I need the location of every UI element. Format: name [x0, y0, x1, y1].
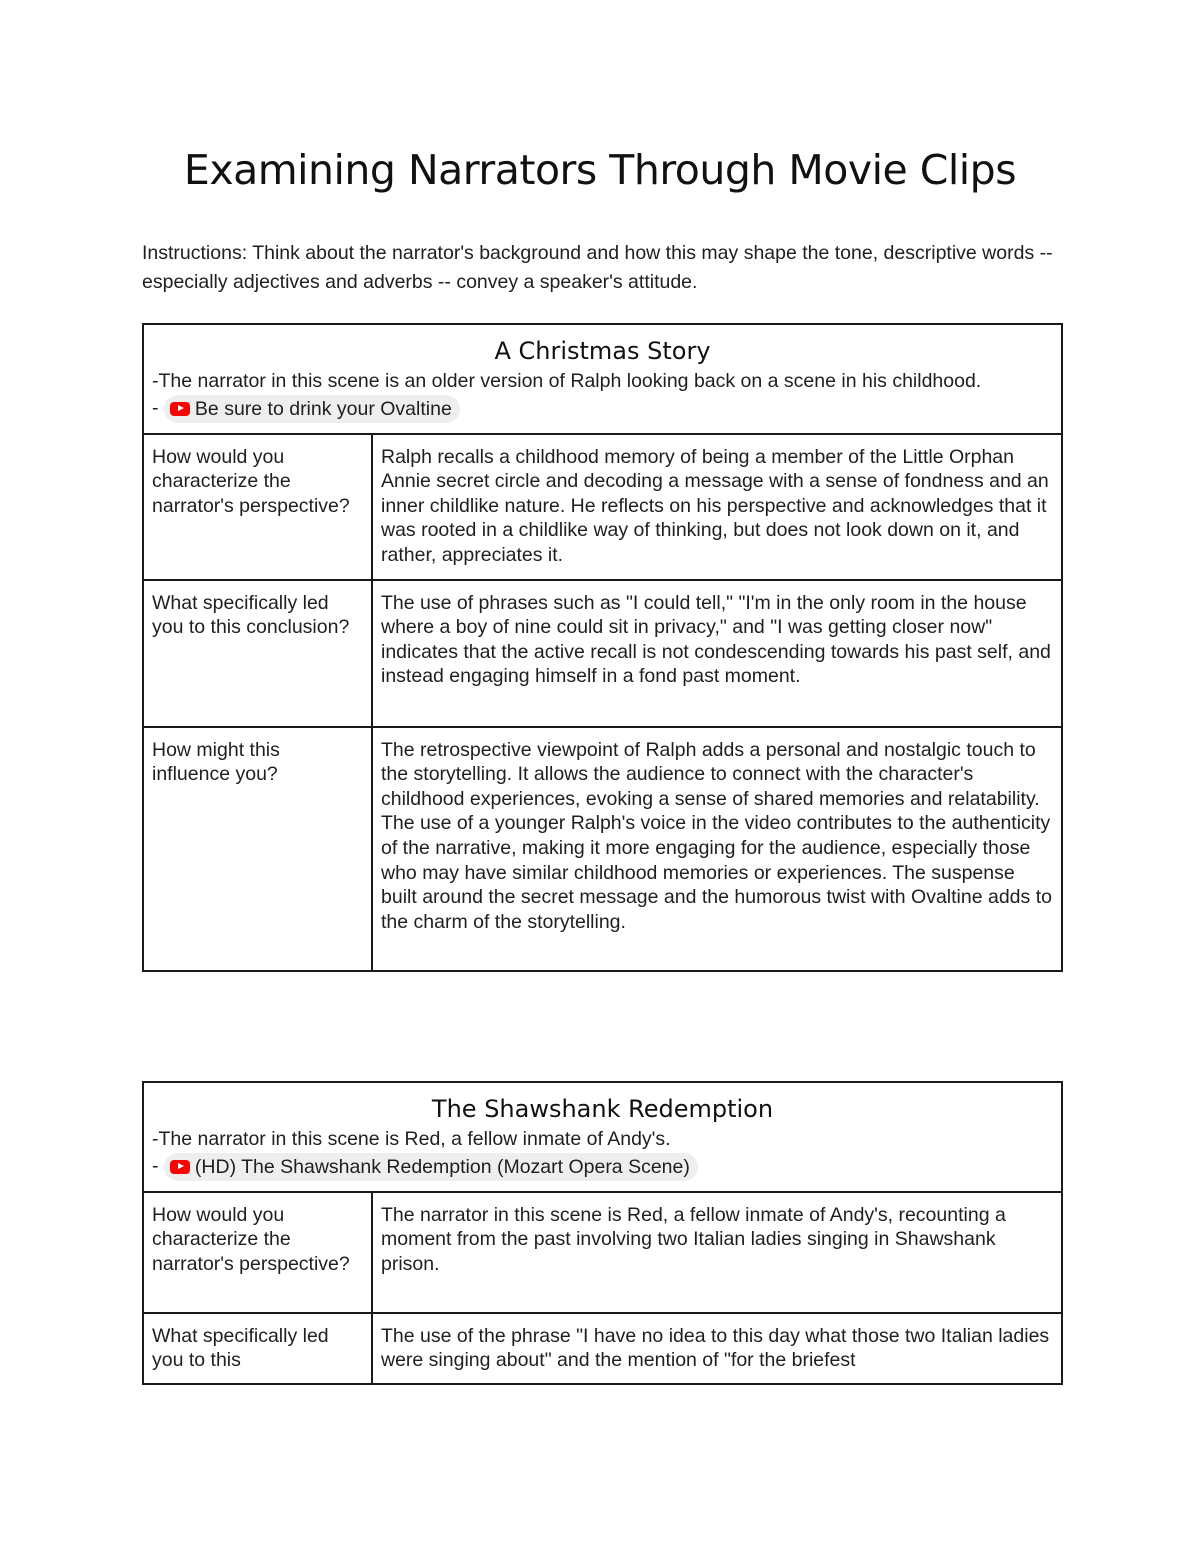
table-row — [143, 1192, 1062, 1313]
clip-link-line — [152, 1153, 1053, 1181]
table-row — [143, 434, 1062, 580]
instructions-text: Instructions: Think about the narrator's background and how this may shape the tone, descriptive words -- especially adjectives and adverbs -- convey a speaker's attitude. — [142, 242, 1053, 293]
youtube-icon — [170, 1160, 190, 1174]
youtube-link-label: (HD) The Shawshank Redemption (Mozart Opera Scene) — [194, 1155, 690, 1178]
clip-prefix: - — [152, 396, 164, 419]
question-cell: How would you characterize the narrator's perspective? — [143, 1192, 372, 1313]
clip-prefix: - — [152, 1154, 164, 1177]
question-cell: What specifically led you to this conclusion? — [143, 580, 372, 727]
youtube-link-chip[interactable] — [164, 395, 460, 423]
page-title: Examining Narrators Through Movie Clips — [183, 146, 1017, 194]
answer-cell: The use of the phrase "I have no idea to this day what those two Italian ladies were singing about" and the mention of "for the briefest — [372, 1313, 1062, 1384]
youtube-link-chip[interactable] — [164, 1153, 698, 1181]
youtube-link-label: Be sure to drink your Ovaltine — [194, 397, 452, 420]
question-cell: What specifically led you to this — [143, 1313, 372, 1384]
answer-cell: The narrator in this scene is Red, a fellow inmate of Andy's, recounting a moment from the past involving two Italian ladies singing in Shawshank prison. — [372, 1192, 1062, 1313]
table-header-cell — [143, 324, 1062, 434]
table-header-row — [143, 324, 1062, 434]
clip-link-line — [152, 395, 1053, 423]
table-row — [143, 727, 1062, 971]
youtube-icon — [170, 402, 190, 416]
answer-cell: The use of phrases such as "I could tell," "I'm in the only room in the house where a boy of nine could sit in privacy," and "I was getting closer now" indicates that the active recall is not condescending towards his past self, and instead engaging himself in a fond past moment. — [372, 580, 1062, 727]
christmas-story-table — [142, 323, 1063, 972]
movie-title: A Christmas Story — [494, 337, 711, 365]
question-cell: How would you characterize the narrator's perspective? — [143, 434, 372, 580]
narrator-note: -The narrator in this scene is Red, a fellow inmate of Andy's. — [152, 1128, 671, 1150]
answer-cell: The retrospective viewpoint of Ralph adds a personal and nostalgic touch to the storytelling. It allows the audience to connect with the character's childhood experiences, evoking a sense of shared memories and relatability. The use of a younger Ralph's voice in the video contributes to the authenticity of the narrative, making it more engaging for the audience, especially those who may have similar childhood memories or experiences. The suspense built around the secret message and the humorous twist with Ovaltine adds to the charm of the storytelling. — [372, 727, 1062, 971]
question-cell: How might this influence you? — [143, 727, 372, 971]
shawshank-redemption-table — [142, 1081, 1063, 1385]
movie-title: The Shawshank Redemption — [431, 1095, 774, 1123]
table-header-row — [143, 1082, 1062, 1192]
narrator-note: -The narrator in this scene is an older version of Ralph looking back on a scene in his childhood. — [152, 370, 982, 392]
answer-cell: Ralph recalls a childhood memory of being a member of the Little Orphan Annie secret circle and decoding a message with a sense of fondness and an inner childlike nature. He reflects on his perspective and acknowledges that it was rooted in a childlike way of thinking, but does not look down on it, and rather, appreciates it. — [372, 434, 1062, 580]
table-header-cell — [143, 1082, 1062, 1192]
table-row — [143, 1313, 1062, 1384]
table-row — [143, 580, 1062, 727]
